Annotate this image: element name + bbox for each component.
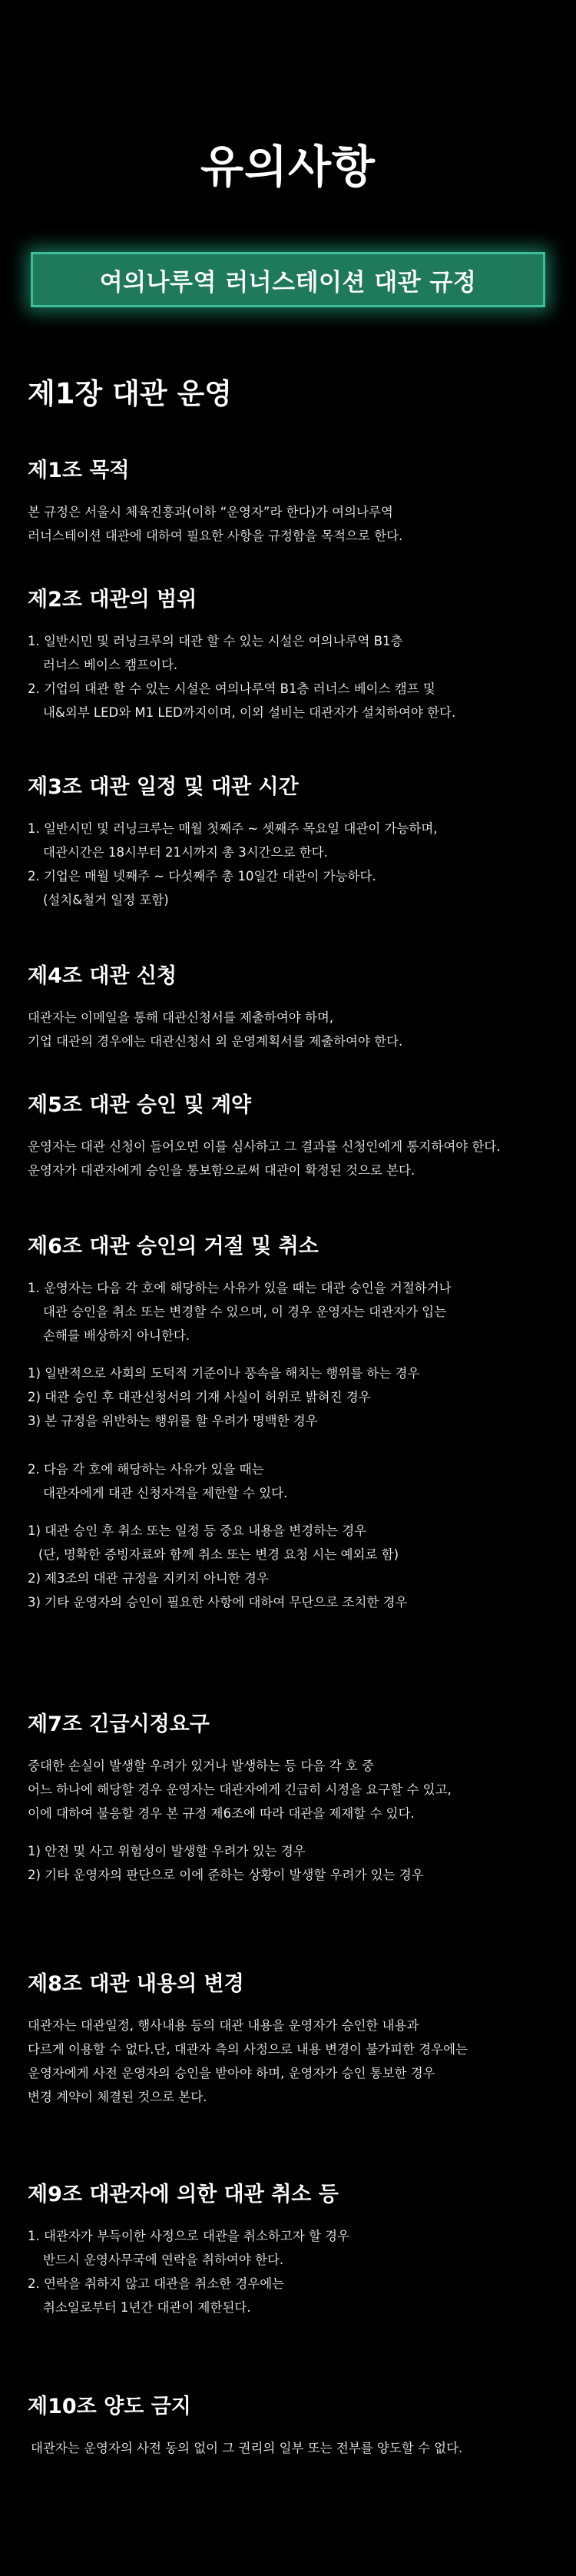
article-5-line: 운영자는 대관 신청이 들어오면 이를 심사하고 그 결과를 신청인에게 통지하여야 한다.	[28, 1139, 501, 1154]
article-7-item: 2) 기타 운영자의 판단으로 이에 준하는 상황이 발생할 우려가 있는 경우	[28, 1868, 424, 1882]
article-6	[28, 1229, 565, 1614]
article-7-line: 이에 대하여 불응할 경우 본 규정 제6조에 따라 대관을 제재할 수 있다.	[28, 1806, 415, 1821]
article-6-subitem-cont: (단, 명확한 증빙자료와 함께 취소 또는 변경 요청 시는 예외로 함)	[38, 1547, 399, 1562]
article-6-list-b	[28, 1457, 565, 1505]
article-2-list	[28, 629, 565, 724]
article-9-item-cont: 반드시 운영사무국에 연락을 취하여야 한다.	[43, 2253, 284, 2267]
article-7-line: 중대한 손실이 발생할 우려가 있거나 발생하는 등 다음 각 호 중	[28, 1759, 374, 1773]
article-6-item-cont: 대관 승인을 취소 또는 변경할 수 있으며, 이 경우 운영자는 대관자가 입는	[43, 1305, 447, 1319]
regulation-banner	[31, 252, 545, 307]
article-6-item-cont: 대관자에게 대관 신청자격을 제한할 수 있다.	[43, 1486, 288, 1500]
article-1-line: 본 규정은 서울시 체육진흥과(이하 “운영자”라 한다)가 여의나루역	[28, 505, 393, 519]
article-3-list	[28, 817, 565, 912]
article-6-sublist-b	[28, 1519, 565, 1614]
article-9	[28, 2177, 565, 2319]
article-9-item: 1. 대관자가 부득이한 사정으로 대관을 취소하고자 할 경우	[28, 2229, 350, 2243]
article-2	[28, 582, 565, 724]
article-2-item: 2. 기업의 대관 할 수 있는 시설은 여의나루역 B1층 러너스 베이스 캠프 및	[28, 681, 435, 696]
article-6-subitem: 1) 대관 승인 후 취소 또는 일정 등 중요 내용을 변경하는 경우	[28, 1523, 367, 1538]
article-10-line: 대관자는 운영자의 사전 동의 없이 그 권리의 일부 또는 전부를 양도할 수 없다.	[31, 2441, 463, 2455]
article-5-title: 제5조 대관 승인 및 계약	[28, 1093, 252, 1117]
article-3-item: 1. 일반시민 및 러닝크루는 매월 첫째주 ~ 셋째주 목요일 대관이 가능하며,	[28, 821, 438, 836]
article-8-line: 변경 계약이 체결된 것으로 본다.	[28, 2090, 207, 2104]
article-6-subitem: 1) 일반적으로 사회의 도덕적 기준이나 풍속을 해치는 행위를 하는 경우	[28, 1366, 420, 1381]
article-10-title: 제10조 양도 금지	[28, 2395, 191, 2419]
spacer	[28, 1348, 565, 1361]
article-4-line: 대관자는 이메일을 통해 대관신청서를 제출하여야 하며,	[28, 1010, 334, 1025]
article-6-item: 2. 다음 각 호에 해당하는 사유가 있을 때는	[28, 1462, 264, 1477]
spacer	[28, 1433, 565, 1457]
article-6-item: 1. 운영자는 다음 각 호에 해당하는 사유가 있을 때는 대관 승인을 거절하거나	[28, 1281, 452, 1295]
article-1-line: 러너스테이션 대관에 대하여 필요한 사항을 규정함을 목적으로 한다.	[28, 529, 403, 543]
article-4-line: 기업 대관의 경우에는 대관신청서 외 운영계획서를 제출하여야 한다.	[28, 1034, 403, 1049]
spacer	[28, 1825, 565, 1839]
article-10	[28, 2389, 565, 2460]
article-2-item-cont: 러너스 베이스 캠프이다.	[43, 658, 178, 672]
article-3	[28, 770, 565, 912]
article-3-item: 2. 기업은 매월 넷째주 ~ 다섯째주 총 10일간 대관이 가능하다.	[28, 869, 376, 884]
article-7	[28, 1707, 565, 1887]
article-3-item-cont: (설치&철거 일정 포함)	[43, 893, 169, 907]
article-2-item: 1. 일반시민 및 러닝크루의 대관 할 수 있는 시설은 여의나루역 B1층	[28, 634, 403, 648]
article-3-item-cont: 대관시간은 18시부터 21시까지 총 3시간으로 한다.	[43, 845, 328, 860]
article-6-subitem: 3) 기타 운영자의 승인이 필요한 사항에 대하여 무단으로 조치한 경우	[28, 1595, 408, 1610]
article-3-title: 제3조 대관 일정 및 대관 시간	[28, 775, 299, 799]
article-6-item-cont: 손해를 배상하지 아니한다.	[43, 1328, 190, 1343]
article-6-subitem: 2) 제3조의 대관 규정을 지키지 아니한 경우	[28, 1571, 269, 1586]
article-9-item-cont: 취소일로부터 1년간 대관이 제한된다.	[43, 2300, 251, 2315]
article-9-item: 2. 연락을 취하지 않고 대관을 취소한 경우에는	[28, 2276, 285, 2291]
chapter-heading: 제1장 대관 운영	[28, 377, 232, 410]
article-8-line: 운영자에게 사전 운영자의 승인을 받아야 하며, 운영자가 승인 통보한 경우	[28, 2066, 435, 2080]
article-5	[28, 1088, 565, 1182]
article-8-line: 다르게 이용할 수 없다.단, 대관자 측의 사정으로 내용 변경이 불가피한 경우에는	[28, 2042, 468, 2057]
article-7-title: 제7조 긴급시정요구	[28, 1712, 210, 1736]
banner-title: 여의나루역 러너스테이션 대관 규정	[99, 268, 477, 297]
article-2-item-cont: 내&외부 LED와 M1 LED까지이며, 이외 설비는 대관자가 설치하여야 한다.	[43, 705, 456, 720]
article-8-title: 제8조 대관 내용의 변경	[28, 1972, 244, 1996]
article-6-sublist-a	[28, 1361, 565, 1433]
article-4-title: 제4조 대관 신청	[28, 964, 177, 988]
article-7-item: 1) 안전 및 사고 위험성이 발생할 우려가 있는 경우	[28, 1844, 306, 1858]
article-1	[28, 453, 565, 548]
article-6-list-a	[28, 1276, 565, 1348]
article-7-list	[28, 1839, 565, 1887]
page-title: 유의사항	[200, 141, 376, 193]
article-1-title: 제1조 목적	[28, 459, 130, 482]
article-6-subitem: 3) 본 규정을 위반하는 행위를 할 우려가 명백한 경우	[28, 1414, 318, 1428]
article-8	[28, 1967, 565, 2109]
spacer	[28, 1505, 565, 1519]
article-2-title: 제2조 대관의 범위	[28, 588, 197, 612]
article-5-line: 운영자가 대관자에게 승인을 통보함으로써 대관이 확정된 것으로 본다.	[28, 1163, 415, 1178]
article-4	[28, 959, 565, 1053]
article-6-subitem: 2) 대관 승인 후 대관신청서의 기재 사실이 허위로 밝혀진 경우	[28, 1390, 371, 1404]
article-8-line: 대관자는 대관일정, 행사내용 등의 대관 내용을 운영자가 승인한 내용과	[28, 2018, 419, 2033]
article-7-line: 어느 하나에 해당할 경우 운영자는 대관자에게 긴급히 시정을 요구할 수 있고,	[28, 1782, 452, 1797]
article-9-list	[28, 2224, 565, 2319]
article-6-title: 제6조 대관 승인의 거절 및 취소	[28, 1235, 319, 1258]
article-9-title: 제9조 대관자에 의한 대관 취소 등	[28, 2183, 339, 2206]
